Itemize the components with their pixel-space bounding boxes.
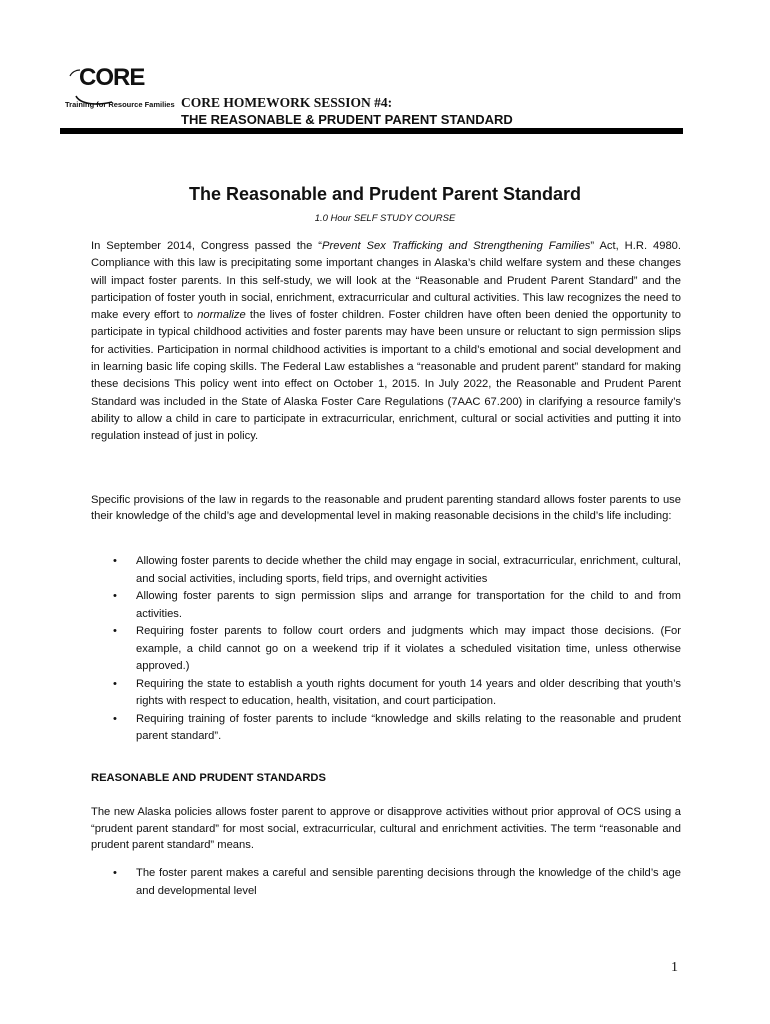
section-heading: REASONABLE AND PRUDENT STANDARDS xyxy=(91,772,326,784)
list-item xyxy=(91,676,681,711)
act-name: Prevent Sex Trafficking and Strengthening Families xyxy=(322,240,591,252)
bullet-icon: • xyxy=(113,712,117,725)
list-item-text: Requiring foster parents to follow court orders and judgments which may impact those decisions. (For example, a child cannot go on a weekend trip if it violates a scheduled visitation time, unless otherwise approved.) xyxy=(136,625,681,672)
list-item-text: Requiring training of foster parents to include “knowledge and skills relating to the reasonable and prudent parent standard”. xyxy=(136,712,681,742)
list-item-text: The foster parent makes a careful and sensible parenting decisions through the knowledge of the child’s age and developmental level xyxy=(136,867,681,897)
list-item-text: Allowing foster parents to decide whether the child may engage in social, extracurricular, enrichment, cultural, and social activities, including sports, field trips, and overnight activities xyxy=(136,555,681,585)
bullet-icon: • xyxy=(113,677,117,690)
standards-list xyxy=(91,865,681,900)
provisions-intro: Specific provisions of the law in regards to the reasonable and prudent parenting standard allows foster parents to use their knowledge of the child’s age and developmental level in making reasonable decisions in the child’s life including: xyxy=(91,494,681,523)
logo-tagline: Training for Resource Families xyxy=(65,100,175,109)
list-item xyxy=(91,588,681,623)
course-subtitle: 1.0 Hour SELF STUDY COURSE xyxy=(314,213,456,224)
list-item xyxy=(91,865,681,900)
intro-text-middle: ” Act, H.R. 4980. Compliance with this law is precipitating some important changes in Alaska’s child welfare system and these changes will impact foster parents. In this self-study, we will look at the “Reasonable and Prudent Parent Standard” and the participation of foster youth in social, enrichment, extracurricular and cultural activities. This law recognizes the need to make every effort to xyxy=(91,240,682,322)
list-item-text: Requiring the state to establish a youth rights document for youth 14 years and older describing that youth’s rights with respect to education, health, visitation, and court participation. xyxy=(136,677,681,707)
page-title: The Reasonable and Prudent Parent Standard xyxy=(188,184,582,204)
intro-text-start: In September 2014, Congress passed the “ xyxy=(91,240,323,252)
bullet-icon: • xyxy=(113,625,117,637)
header-divider xyxy=(60,128,683,134)
logo-name: CORE xyxy=(79,64,145,91)
bullet-icon: • xyxy=(113,555,117,567)
intro-paragraph xyxy=(91,238,681,446)
list-item xyxy=(91,711,681,746)
page-number: 1 xyxy=(671,960,678,975)
list-item-text: Allowing foster parents to sign permission slips and arrange for transportation for the child to and from activities. xyxy=(136,590,681,620)
provisions-list xyxy=(91,553,681,746)
bullet-icon: • xyxy=(113,867,117,879)
session-heading: CORE HOMEWORK SESSION #4: xyxy=(181,95,393,110)
standards-intro: The new Alaska policies allows foster parent to approve or disapprove activities without prior approval of OCS using a “prudent parent standard” for most social, extracurricular, cultural and enrichment activities. The term “reasonable and prudent parent standard” means. xyxy=(91,806,681,851)
list-item xyxy=(91,553,681,588)
intro-text-end: the lives of foster children. Foster children have often been denied the opportunity to participate in typical childhood activities and foster parents may have been unsure or reluctant to sign permission slips for activities. Participation in normal childhood activities is important to a child’s emotional and social development and in learning basic life coping skills. The Federal Law establishes a “reasonable and prudent parent” standard for making these decisions This policy went into effect on October 1, 2015. In July 2022, the Reasonable and Prudent Parent Standard was included in the State of Alaska Foster Care Regulations (7AAC 67.200) in clarifying a resource family’s ability to allow a child in care to participate in extracurricular, enrichment, cultural or social activities and putting it into regulation instead of just in policy. xyxy=(91,309,681,443)
session-topic: THE REASONABLE & PRUDENT PARENT STANDARD xyxy=(181,112,513,127)
list-item xyxy=(91,623,681,676)
normalize-word: normalize xyxy=(197,309,246,322)
bullet-icon: • xyxy=(113,590,117,602)
